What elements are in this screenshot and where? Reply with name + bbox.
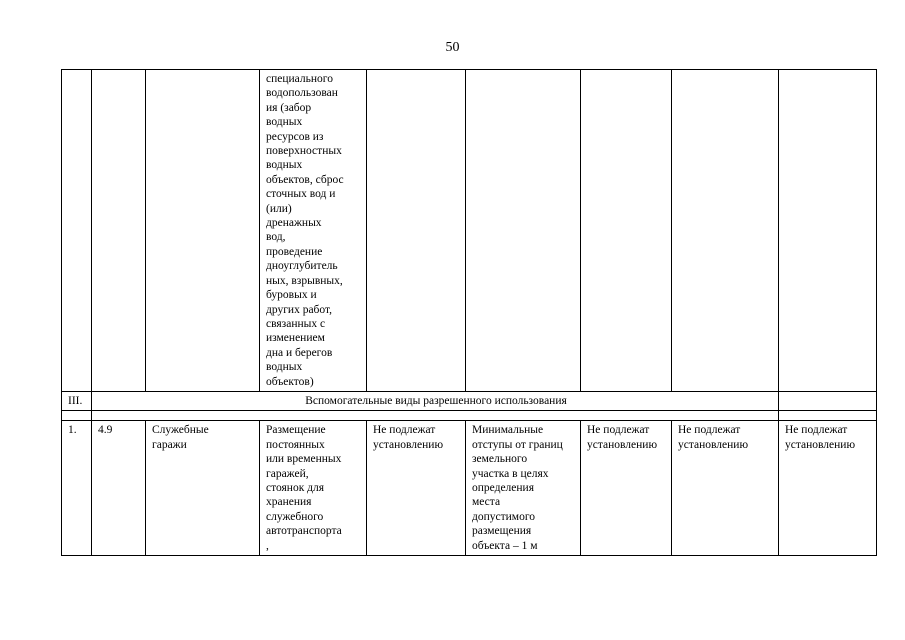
num-cell bbox=[62, 70, 92, 392]
description-line: поверхностных bbox=[266, 145, 342, 158]
description-line: Размещение bbox=[266, 424, 326, 437]
parameter-line: Не подлежат bbox=[678, 424, 741, 437]
parameter-cell bbox=[367, 421, 466, 556]
setback-line: допустимого bbox=[472, 510, 535, 523]
parameter-line: Не подлежат bbox=[373, 424, 436, 437]
setback-line: объекта – 1 м bbox=[472, 539, 538, 552]
description-line: гаражей, bbox=[266, 467, 309, 480]
empty-cell bbox=[779, 391, 877, 410]
parameter-line: установлению bbox=[587, 438, 658, 451]
description-line: дренажных bbox=[266, 217, 322, 230]
spacer-cell bbox=[62, 411, 92, 421]
description-cell bbox=[260, 70, 367, 392]
parameter-cell bbox=[581, 421, 672, 556]
empty-cell bbox=[466, 70, 581, 392]
description-line: служебного bbox=[266, 510, 324, 523]
parameter-line: Не подлежат bbox=[587, 424, 650, 437]
empty-cell bbox=[367, 70, 466, 392]
code-cell bbox=[92, 70, 146, 392]
description-line: водопользован bbox=[266, 87, 338, 100]
parameter-line: установлению bbox=[373, 438, 444, 451]
parameter-line: Не подлежат bbox=[785, 424, 848, 437]
description-line: (или) bbox=[266, 202, 292, 215]
empty-cell bbox=[581, 70, 672, 392]
description-line: ресурсов из bbox=[266, 130, 324, 143]
description-line: связанных с bbox=[266, 317, 326, 330]
description-line: дноуглубитель bbox=[266, 260, 338, 273]
description-line: других работ, bbox=[266, 303, 333, 316]
description-line: хранения bbox=[266, 496, 312, 509]
description-line: ных, взрывных, bbox=[266, 274, 343, 287]
section-title: Вспомогательные виды разрешенного использования bbox=[92, 391, 779, 410]
description-line: стоянок для bbox=[266, 481, 325, 494]
description-line: проведение bbox=[266, 245, 323, 258]
use-name bbox=[146, 421, 260, 556]
description-line: водных bbox=[266, 116, 303, 129]
description-line: , bbox=[266, 539, 269, 552]
empty-cell bbox=[672, 70, 779, 392]
description-line: изменением bbox=[266, 332, 325, 345]
use-name-line: гаражи bbox=[152, 438, 187, 451]
section-row bbox=[62, 391, 877, 410]
description-line: объектов) bbox=[266, 375, 314, 388]
description-line: специального bbox=[266, 73, 333, 85]
description-line: водных bbox=[266, 361, 303, 374]
description-line: дна и берегов bbox=[266, 346, 333, 359]
description-line: буровых и bbox=[266, 289, 317, 302]
spacer-row bbox=[62, 411, 877, 421]
continuation-row bbox=[62, 70, 877, 392]
section-number: III. bbox=[62, 391, 92, 410]
table-row bbox=[62, 421, 877, 556]
use-name-line: Служебные bbox=[152, 424, 209, 437]
description-line: объектов, сброс bbox=[266, 173, 344, 186]
parameter-line: установлению bbox=[678, 438, 749, 451]
parameter-line: установлению bbox=[785, 438, 856, 451]
land-use-regulations-table bbox=[61, 69, 877, 556]
description-line: вод, bbox=[266, 231, 286, 244]
description-line: ия (забор bbox=[266, 101, 312, 114]
name-cell bbox=[146, 70, 260, 392]
description-line: автотранспорта bbox=[266, 525, 342, 538]
page-number: 50 bbox=[445, 40, 460, 55]
use-code: 4.9 bbox=[92, 421, 146, 556]
setback-line: Минимальные bbox=[472, 424, 544, 437]
description-line: сточных вод и bbox=[266, 188, 336, 201]
setback-line: земельного bbox=[472, 453, 528, 466]
setback-line: отступы от границ bbox=[472, 438, 563, 451]
description-line: или временных bbox=[266, 453, 342, 466]
setback-line: участка в целях bbox=[472, 467, 549, 480]
setback-line: размещения bbox=[472, 525, 532, 538]
parameter-cell bbox=[672, 421, 779, 556]
setback-line: места bbox=[472, 496, 501, 509]
empty-cell bbox=[779, 70, 877, 392]
description-line: постоянных bbox=[266, 438, 325, 451]
row-number: 1. bbox=[62, 421, 92, 556]
spacer-cell bbox=[92, 411, 779, 421]
setback-line: определения bbox=[472, 481, 535, 494]
setback-cell bbox=[466, 421, 581, 556]
spacer-cell bbox=[779, 411, 877, 421]
description-line: водных bbox=[266, 159, 303, 172]
use-description bbox=[260, 421, 367, 556]
parameter-cell bbox=[779, 421, 877, 556]
